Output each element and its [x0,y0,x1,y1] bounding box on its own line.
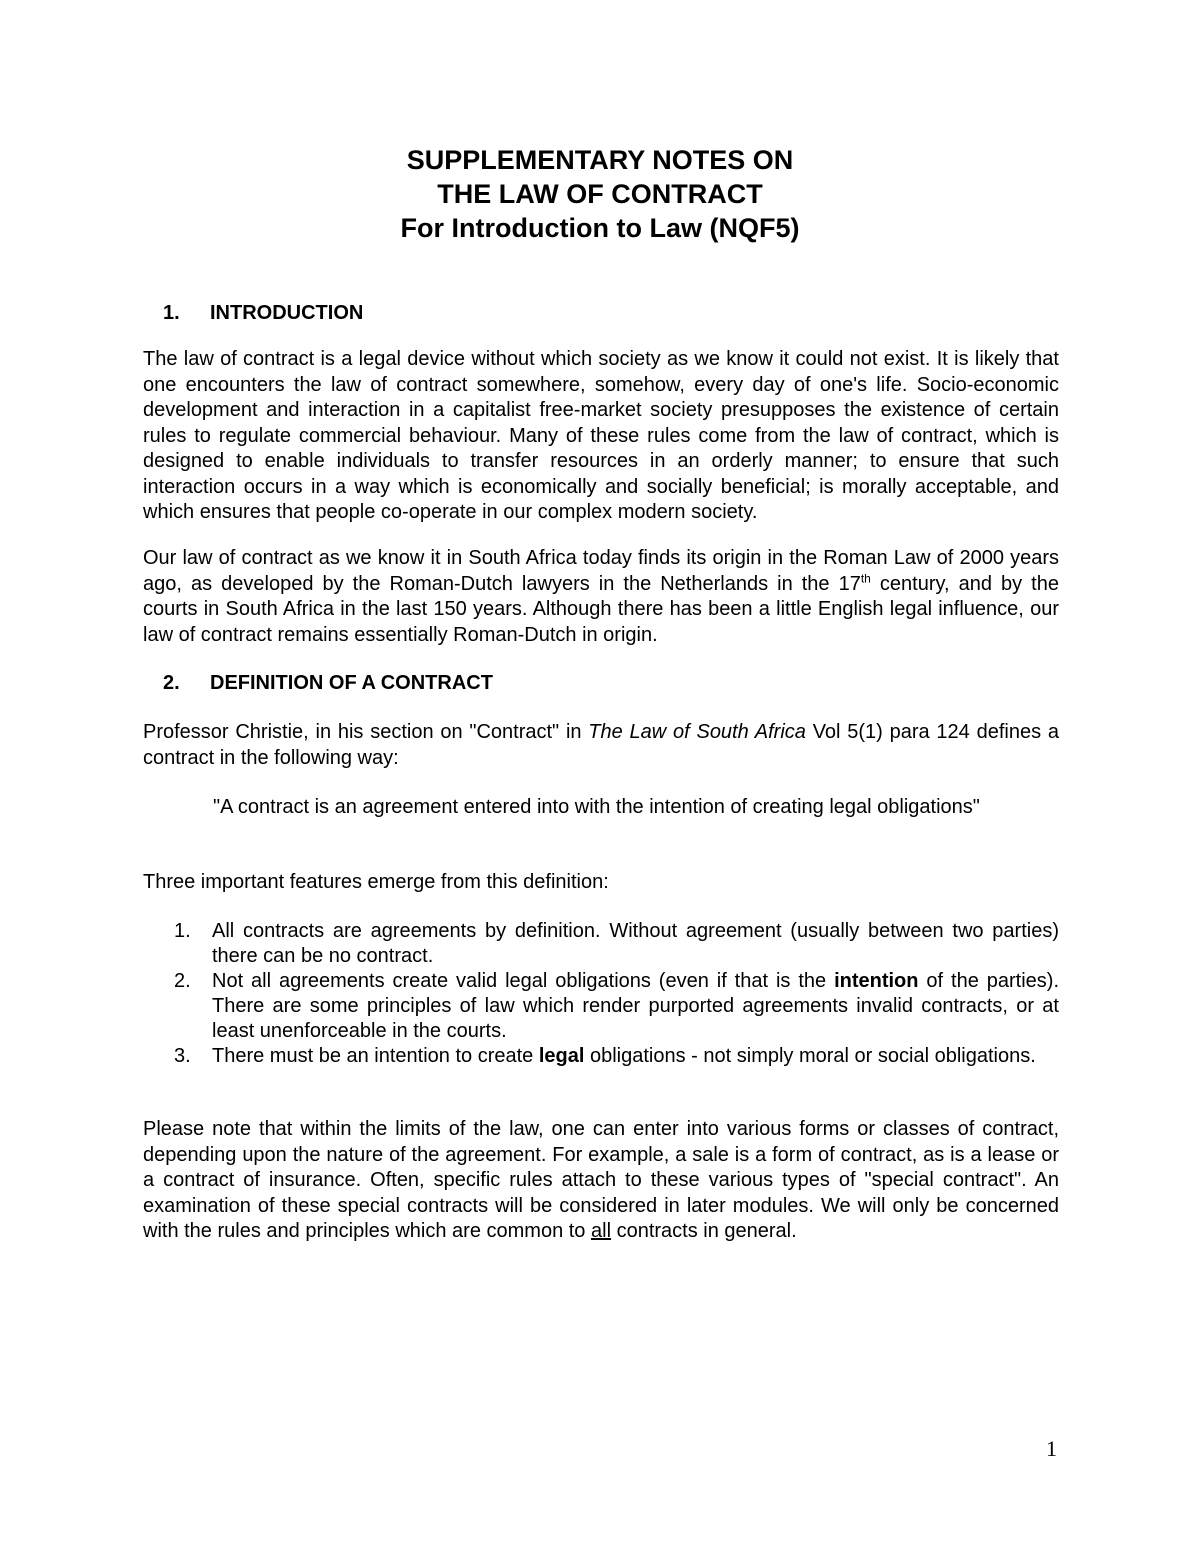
closing-part-a: Please note that within the limits of the law, one can enter into various forms or classes of contract, depending upon the nature of the agreement. For example, a sale is a form of contract, as is a lease or a contract of insurance. Often, specific rules attach to these various types of "special contract". An examination of these special contracts will be considered in later modules. We will only be concerned with the rules and principles which are common to [143,1118,1059,1242]
feature-item-2-number: 2. [174,970,191,992]
feature-item-2 [143,969,1059,1044]
page-number: 1 [1046,1436,1057,1461]
intro-paragraph-2-part-a: Our law of contract as we know it in South Africa today finds its origin in the Roman Law of 2000 years ago, as developed by the Roman-Dutch lawyers in the Netherlands in the 17 [143,547,1059,595]
intro-paragraph-2-part-b: century, and by the courts in South Africa in the last 150 years. Although there has been a little English legal influence, our law of contract remains essentially Roman-Dutch in origin. [143,572,1059,646]
feature-item-3-part-a: There must be an intention to create [212,1045,539,1067]
definition-intro-part-b: Vol 5(1) para 124 defines a contract in the following way: [143,721,1059,769]
feature-item-3-part-b: obligations - not simply moral or social obligations. [584,1045,1036,1067]
feature-item-3 [143,1044,1059,1069]
closing-part-b: contracts in general. [611,1220,797,1242]
document-title [0,143,1200,245]
contract-definition-quote: "A contract is an agreement entered into with the intention of creating legal obligations" [213,796,980,818]
feature-item-3-bold: legal [538,1045,585,1067]
section-2-heading [163,670,493,696]
definition-intro-part-a: Professor Christie, in his section on "Contract" in [143,721,589,743]
feature-item-1 [143,919,1059,969]
feature-item-3-number: 3. [174,1045,191,1067]
title-line-2: THE LAW OF CONTRACT [437,179,763,209]
feature-item-1-number: 1. [174,920,191,942]
definition-intro-paragraph [143,720,1059,771]
section-1-heading [163,300,363,326]
intro-paragraph-2 [143,546,1059,648]
section-1-title: INTRODUCTION [210,302,364,324]
feature-item-2-part-a: Not all agreements create valid legal obligations (even if that is the [212,970,835,992]
section-2-number: 2. [163,672,180,694]
features-list [143,919,1059,1069]
ordinal-superscript: th [860,570,871,585]
closing-underlined-word: all [591,1220,612,1242]
intro-paragraph-1: The law of contract is a legal device without which society as we know it could not exist. It is likely that one encounters the law of contract somewhere, somehow, every day of one's life. Socio-economic development and interaction in a capitalist free-market society presupposes the existence of certain rules to regulate commercial behaviour. Many of these rules come from the law of contract, which is designed to enable individuals to transfer resources in an orderly manner; to ensure that such interaction occurs in a way which is economically and socially beneficial; is morally acceptable, and which ensures that people co-operate in our complex modern society. [143,348,1059,523]
section-1-number: 1. [163,302,180,324]
title-line-3: For Introduction to Law (NQF5) [400,213,800,243]
book-title-italic: The Law of South Africa [588,721,806,743]
feature-item-2-part-b: of the parties). There are some principles of law which render purported agreements invalid contracts, or at least unenforceable in the courts. [212,970,1059,1042]
section-2-title: DEFINITION OF A CONTRACT [210,672,493,694]
feature-item-2-bold: intention [834,970,919,992]
feature-item-1-text: All contracts are agreements by definition. Without agreement (usually between two parties) there can be no contract. [212,920,1059,967]
features-intro: Three important features emerge from this definition: [143,871,609,893]
closing-paragraph [143,1117,1059,1245]
title-line-1: SUPPLEMENTARY NOTES ON [406,145,794,175]
